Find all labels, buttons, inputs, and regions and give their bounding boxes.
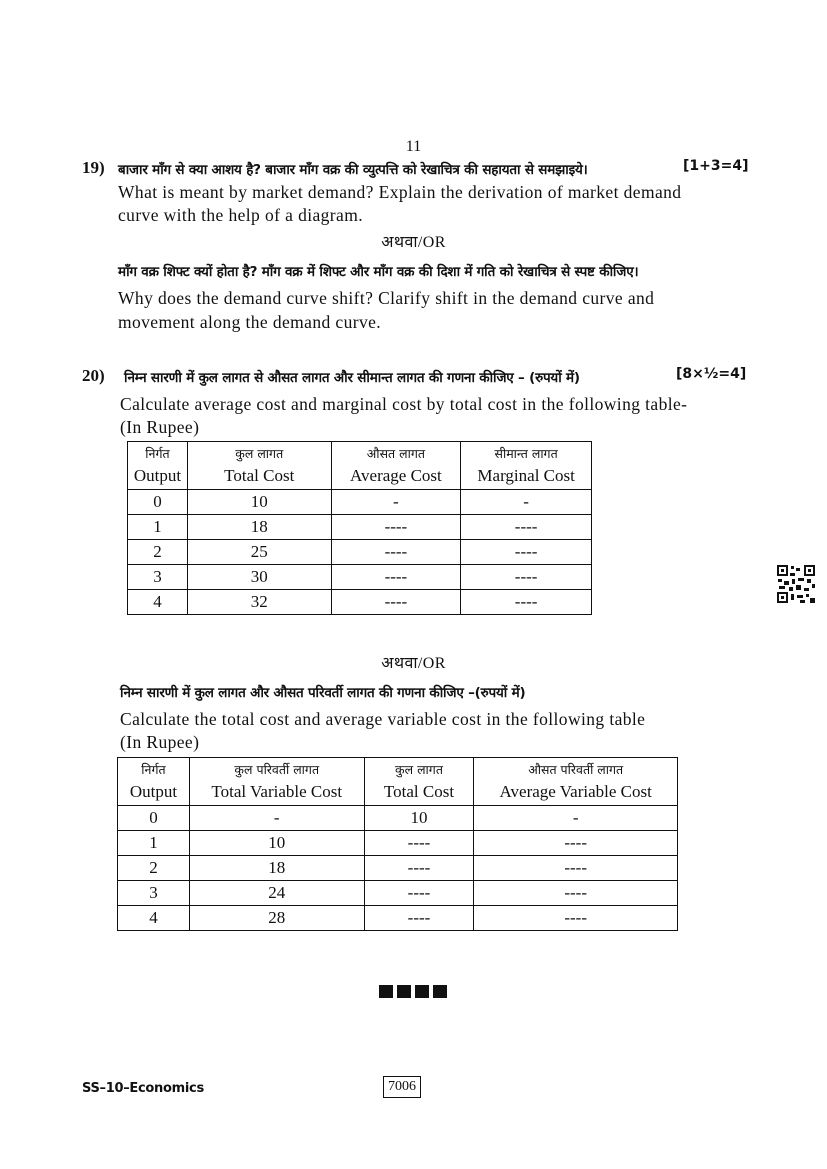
table-row — [128, 565, 592, 590]
question-20-alt-hindi: निम्न सारणी में कुल लागत और औसत परिवर्ती लागत की गणना कीजिए –(रुपयों में) — [120, 685, 526, 701]
table-cell: 32 — [187, 590, 331, 615]
cost-table-2 — [117, 757, 678, 931]
table-cell: - — [189, 806, 364, 831]
table-row — [128, 490, 592, 515]
end-block — [379, 985, 393, 998]
table-cell: 3 — [128, 565, 188, 590]
question-20-number: 20) — [82, 366, 105, 385]
table-cell: 3 — [118, 881, 190, 906]
table-cell: 30 — [187, 565, 331, 590]
qr-code-icon — [776, 564, 816, 604]
column-header-output: निर्गत Output — [128, 442, 188, 490]
table-row — [128, 515, 592, 540]
column-header-total-cost: कुल लागत Total Cost — [187, 442, 331, 490]
table-row — [118, 806, 678, 831]
table-cell: 10 — [189, 831, 364, 856]
table-row — [118, 881, 678, 906]
table-row — [118, 856, 678, 881]
table-row — [118, 831, 678, 856]
table-cell: 0 — [128, 490, 188, 515]
column-header-average-cost: औसत लागत Average Cost — [331, 442, 461, 490]
table-cell: ---- — [461, 565, 592, 590]
table-cell: 28 — [189, 906, 364, 931]
column-header-output: निर्गत Output — [118, 758, 190, 806]
page-number: 11 — [405, 138, 422, 155]
question-20-english-line2: (In Rupee) — [120, 417, 200, 437]
table-cell: - — [331, 490, 461, 515]
question-19-or-label: अथवा/OR — [381, 234, 446, 251]
table-cell: ---- — [474, 856, 678, 881]
question-19-alt-english-line1: Why does the demand curve shift? Clarify shift in the demand curve and — [118, 288, 655, 308]
table-cell: ---- — [461, 540, 592, 565]
footer-subject: SS–10–Economics — [82, 1081, 204, 1096]
table-cell: ---- — [474, 831, 678, 856]
column-header-marginal-cost: सीमान्त लागत Marginal Cost — [461, 442, 592, 490]
table-cell: ---- — [364, 856, 474, 881]
table-cell: 4 — [128, 590, 188, 615]
table-cell: 10 — [364, 806, 474, 831]
question-20-or-label: अथवा/OR — [381, 655, 446, 672]
table-cell: ---- — [364, 831, 474, 856]
table-cell: - — [474, 806, 678, 831]
table-row — [128, 590, 592, 615]
table-cell: 24 — [189, 881, 364, 906]
column-header-average-variable-cost: औसत परिवर्ती लागत Average Variable Cost — [474, 758, 678, 806]
table-cell: ---- — [331, 515, 461, 540]
question-19-alt-english-line2: movement along the demand curve. — [118, 312, 382, 332]
end-of-paper-marks — [379, 985, 451, 1003]
table-cell: ---- — [364, 906, 474, 931]
table-cell: 18 — [189, 856, 364, 881]
table-row — [128, 540, 592, 565]
question-20-alt-english-line1: Calculate the total cost and average variable cost in the following table — [120, 709, 646, 729]
question-19-alt-hindi: माँग वक्र शिफ्ट क्यों होता है? माँग वक्र में शिफ्ट और माँग वक्र की दिशा में गति को रेखाचित्र से स्पष्ट कीजिए। — [118, 264, 639, 280]
table-cell: ---- — [331, 590, 461, 615]
question-20-alt-english-line2: (In Rupee) — [120, 732, 200, 752]
table-cell: 2 — [128, 540, 188, 565]
table-cell: 4 — [118, 906, 190, 931]
table-cell: ---- — [331, 565, 461, 590]
question-19-number: 19) — [82, 158, 105, 177]
column-header-total-variable-cost: कुल परिवर्ती लागत Total Variable Cost — [189, 758, 364, 806]
question-19-english-line1: What is meant by market demand? Explain the derivation of market demand — [118, 182, 682, 202]
table-cell: 1 — [118, 831, 190, 856]
table-cell: 2 — [118, 856, 190, 881]
table-cell: ---- — [461, 590, 592, 615]
end-block — [397, 985, 411, 998]
column-header-total-cost: कुल लागत Total Cost — [364, 758, 474, 806]
table-cell: 0 — [118, 806, 190, 831]
table-row — [118, 906, 678, 931]
table-cell: ---- — [331, 540, 461, 565]
table-cell: ---- — [474, 906, 678, 931]
question-19-english-line2: curve with the help of a diagram. — [118, 205, 363, 225]
question-20-marks: [8×½=4] — [676, 366, 747, 382]
table-cell: ---- — [474, 881, 678, 906]
question-19-marks: [1+3=4] — [683, 158, 749, 174]
table-cell: ---- — [364, 881, 474, 906]
cost-table-1 — [127, 441, 592, 615]
footer-paper-code: 7006 — [383, 1076, 421, 1098]
table-cell: 10 — [187, 490, 331, 515]
table-header-row — [118, 758, 678, 806]
question-19-hindi: बाजार माँग से क्या आशय है? बाजार माँग वक्र की व्युत्पत्ति को रेखाचित्र की सहायता से समझाइये। — [118, 162, 588, 178]
end-block — [433, 985, 447, 998]
question-20-hindi: निम्न सारणी में कुल लागत से औसत लागत और सीमान्त लागत की गणना कीजिए – (रुपयों में) — [124, 370, 580, 386]
table-cell: 25 — [187, 540, 331, 565]
question-20-english-line1: Calculate average cost and marginal cost by total cost in the following table- — [120, 394, 688, 414]
table-cell: 1 — [128, 515, 188, 540]
table-header-row — [128, 442, 592, 490]
end-block — [415, 985, 429, 998]
table-cell: 18 — [187, 515, 331, 540]
table-cell: - — [461, 490, 592, 515]
table-cell: ---- — [461, 515, 592, 540]
